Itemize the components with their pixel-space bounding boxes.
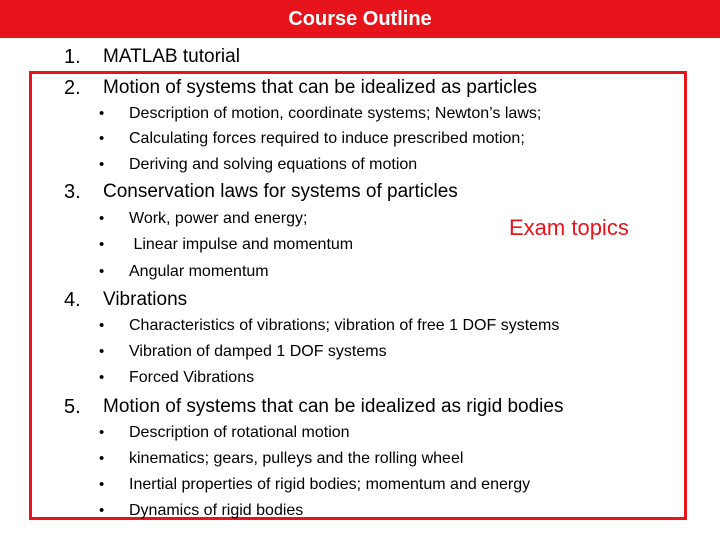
outline-item-5: Motion of systems that can be idealized as rigid bodies [103, 396, 564, 417]
outline-subitem-4-3: Forced Vibrations [129, 369, 255, 386]
outline-subitem-5-3: Inertial properties of rigid bodies; momentum and energy [129, 476, 531, 493]
bullet-icon: • [99, 502, 105, 519]
outline-subitem-2-1: Description of motion, coordinate systems; Newton’s laws; [129, 105, 542, 122]
bullet-icon: • [99, 343, 105, 360]
bullet-icon: • [99, 317, 105, 334]
outline-subitem-2-3: Deriving and solving equations of motion [129, 156, 418, 173]
bullet-icon: • [99, 156, 105, 173]
exam-topics-label: Exam topics [509, 215, 629, 240]
bullet-icon: • [99, 210, 105, 227]
bullet-icon: • [99, 369, 105, 386]
outline-number-2: 2. [64, 77, 81, 99]
outline-subitem-4-1: Characteristics of vibrations; vibration of free 1 DOF systems [129, 317, 560, 334]
outline-subitem-3-2: Linear impulse and momentum [129, 236, 354, 253]
bullet-icon: • [99, 263, 105, 280]
outline-item-2: Motion of systems that can be idealized as particles [103, 77, 538, 98]
outline-subitem-3-3: Angular momentum [129, 263, 269, 280]
bullet-icon: • [99, 105, 105, 122]
outline-subitem-5-4: Dynamics of rigid bodies [129, 502, 304, 519]
outline-number-1: 1. [64, 46, 81, 68]
outline-subitem-3-1: Work, power and energy; [129, 210, 308, 227]
outline-number-3: 3. [64, 181, 81, 203]
outline-item-3: Conservation laws for systems of particles [103, 181, 458, 202]
bullet-icon: • [99, 130, 105, 147]
outline-subitem-5-1: Description of rotational motion [129, 424, 350, 441]
bullet-icon: • [99, 424, 105, 441]
bullet-icon: • [99, 450, 105, 467]
bullet-icon: • [99, 476, 105, 493]
outline-item-1: MATLAB tutorial [103, 46, 240, 67]
outline-number-5: 5. [64, 396, 81, 418]
bullet-icon: • [99, 236, 105, 253]
page-title: Course Outline [288, 8, 432, 30]
outline-subitem-5-2: kinematics; gears, pulleys and the rolling wheel [129, 450, 464, 467]
outline-subitem-4-2: Vibration of damped 1 DOF systems [129, 343, 387, 360]
outline-item-4: Vibrations [103, 289, 188, 310]
outline-subitem-2-2: Calculating forces required to induce prescribed motion; [129, 130, 525, 147]
outline-number-4: 4. [64, 289, 81, 311]
